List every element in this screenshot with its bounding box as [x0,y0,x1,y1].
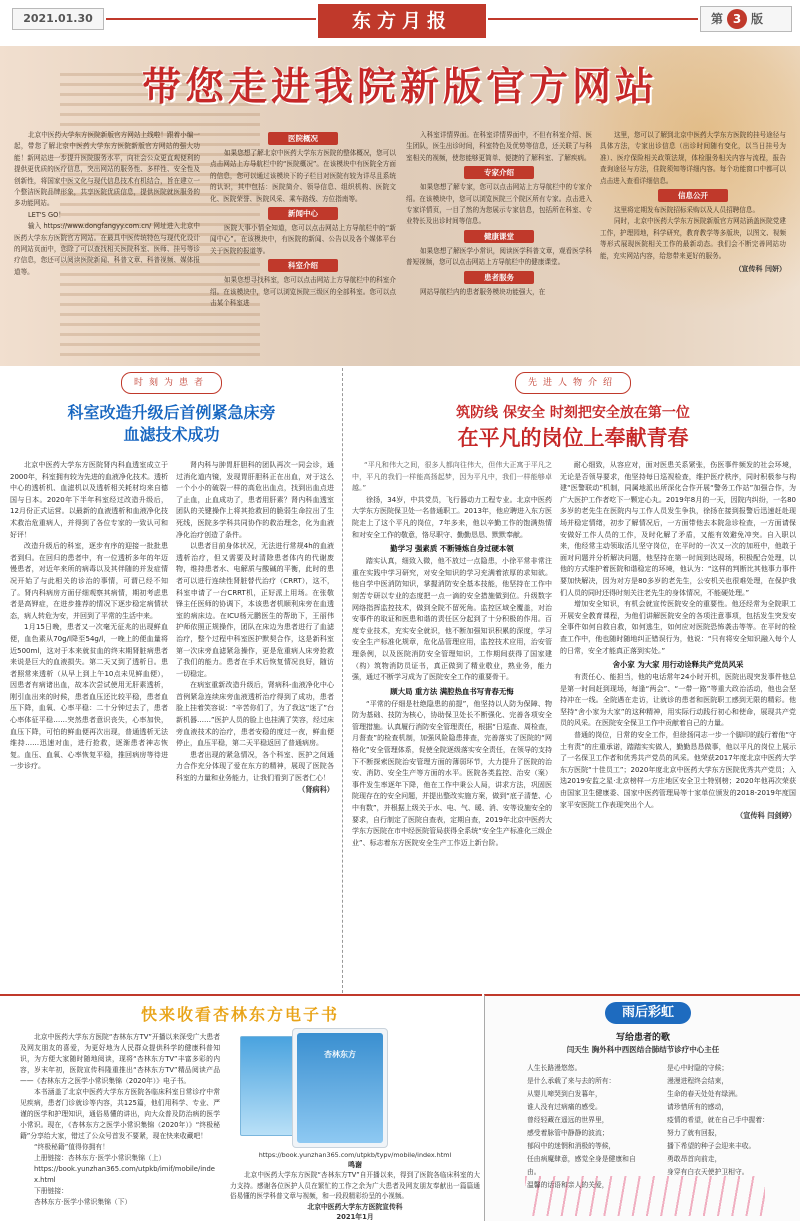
link-1-label: 上册链接：杏林东方·医学小常识集锦（上） [34,1154,166,1162]
feature-paragraph: 这里将定期发布医院招标采购以及人员招聘信息。 [614,206,760,215]
story-paragraph: 以患者目前身体状况，无法进行常规4h的血液透析治疗，但又需要及时清除患者体内的代谢废物，维持患者水、电解质与酸碱的平衡，此时的患者可以进行连续性肾脏替代治疗（CRRT），这不，科室申请了一台CRRT机，正好派上用场。在张敬锋主任医师的协调下，本该患者机顺利床旁在血透室的病床边。在ICU杨元鹏医生的帮助下，王丽伟护师依照正规操作，团队在床边为患者进行了血滤治疗，整个过程中科室医护默契合作，这是新科室第一次床旁血滤紧急操作，更是危重病人床旁抢救了我们的能力。患者在手术后恢复情况良好，随访一切稳定。 [176,542,334,678]
story-paragraph: 增加安全知识，有机会就宣传医院安全的重要性。他还经常为全院职工开展安全教育课程，为他们讲解医院安全的各项注意事项，包括发生突发安全事件如何自救自救，如何逃生，如何应对医院恐怖袭击等等。在平时的检查工作中，他也随时随地纠正错误行为，他说：“只有将安全知识融入每个人的日常，安全才能真正落到实处。” [560,600,796,655]
story-column-1 [10,460,168,987]
story-paragraph: 耐心细致，从容应对，面对医患关系紧张，伤医事件频发的社会环境，无论是否领导要求，他坚持每日巡视检查，维护医疗秩序，同时积极参与构建“医警联动”机制，同属地派出所深化合作开展“警务工作站”加强合作，为广大医护工作者吃下一颗定心丸。2019年8月的一天，因院内纠纷，一名80多岁的老先生在医院内与工作人员发生争执，徐扬在接到报警后迅速赶赴现场并稳定情绪，初步了解情况后，一方面带他去本院急诊检查，一方面请保安做好工作人员的工作，及时化解了矛盾，又能有效避免冲突。自入职以来，他经常主动领取活儿坚守岗位，在平时的一次又一次的加班中，他敢于面对问题并分析解决问题，他坚持在第一时间到达现场，积极配合处理，以他的方式维护着医院和谐稳定的环境，他认为：“这样的判断比其他事力事件要加快解决，因为对方是80多岁的老先生，公安机关也很难处理，在保护我们人员的同时还得时刻关注老先生的身体情况，不能硬处理。” [560,461,796,597]
feature-col-4 [600,130,786,362]
subhead-service: 患者服务 [464,271,534,284]
story-paragraph: 有责任心、能担当，他的电话常年24小时开机，医院出现突发事件他总是第一时间赶到现场，每逢“两会”、“一带一路”等重大政治活动，他也会坚持冲在一线。全院遇在走访，让就诊的患者和医院职工感到无限的精彩。他坚持“舍小家为大家”的这种精神，用实际行动践行初心和使命，展现共产党员的风采。在医院安全保卫工作中贡献着自己的力量。 [560,673,796,728]
ebook-url[interactable]: https://book.yunzhan365.com/utpkb/typv/mobile/index.html [258,1151,452,1159]
poem-line: 感受着脉管中静静的波流； [527,1129,609,1137]
edition-suffix: 版 [751,12,764,26]
story-paragraph: 改造升级后的科室，逐步有序的迎接一批批患者到归。在回归的患者中，有一位透析多年的年迈慢患者，对近年来所的病毒以及其伴随的并发症情况开始了与此相关的诊治的事情，可谓已经不知了。肾内科病房方面仔细观察其病情，期初考虑患者是高钾症，在进步推荐的情况下逐步稳定病情状态，病人转危为安，并回到了平常的生活中来。 [10,542,168,620]
poem-verses-left [527,1062,647,1192]
subhead-overview: 医院概况 [268,132,338,145]
section-label: 时刻为患者 [121,372,222,394]
poem-line: 郁闷中的迷惘和消极的等候， [527,1142,616,1150]
promo-paragraph: 北京中医药大学东方医院“杏林东方TV”开播以来深受广大患者及网友朋友的喜爱，为更好地为人民群众提供科学的健康科普知识，为方便大家随时随地阅读，现将“杏林东方TV”丰富多彩的内容，岁末年初，医院宣传科隆重推出“杏林东方TV”精品阅读产品——《杏林东方之医学小常识集锦（2020年）》电子书。 [20,1033,220,1085]
masthead-rule-left [106,18,316,20]
right-story [346,368,800,993]
edition-prefix: 第 [711,12,724,26]
story-byline: （宣传科 闫剑婷） [735,811,796,821]
poem-line: 疫情的希望，就在自己手中握着： [667,1116,769,1124]
story-subhead: 舍小家 为大家 用行动诠释共产党员风采 [612,660,744,670]
story-paragraph: 北京中医药大学东方医院肾内科血透室成立于2000年，科室拥有较为先进的血液净化技术。透析中心的透析机、血滤机以及透析相关耗材均来自德国与日本。2020年下半年科室经过改造升级后，12月份正式运营。以最新的血液透析和血液净化技术救治危重病人，并得到了各位专家的一致认可和好评！ [10,461,168,539]
subhead-public: 信息公开 [658,189,728,202]
story-paragraph: 徐扬，34岁，中共党员，飞行器动力工程专业。北京中医药大学东方医院保卫处一名普通职工。2013年，他应聘进入东方医院走上了这个平凡的岗位，7年多来，他以辛勤工作的饱满热情和对安全工作的敬意，恪尽职守、勤勤恳恳、默默奉献。 [352,495,552,539]
feature-paragraph: 北京中医药大学东方医院新版官方网站上线啦！跟着小编一起，带您了解北京中医药大学东方医院新版官方网站的强大功能！新网站进一步提升医院服务水平，向社会公众更直观便利的提供更优质的医疗信息，突出网站的服务性、多样性、安全性及创新性，将国家中医文化与现代信息技术有机结合，旨在建立一个整洁医院品牌形象，共享医院优质信息，提供医院就医服务的多功能网站。 [14,131,200,208]
poem-line: 播下希望的种子会迎来丰收。 [667,1142,756,1150]
feature-paragraph: 如果您想了解北京中医药大学东方医院的整体概况，您可以点击网站上方导航栏中的“医院概况”。在该模块中有医院全方面的信息，您可以通过该模块下的子栏目对医院有较为详尽且系统的认识，其中包括：医院简介、领导信息、组织机构、医院文化、医院荣誉、医院风采、乘车路线、方位指南等。 [210,149,396,203]
poem-line: 谁人没有过病痛的感受。 [527,1103,602,1111]
feature-paragraph: 入科室详情界面。在科室详情界面中，不但有科室介绍、医生团队，医生出诊时间，科室特色及优势等信息，还关联了与科室相关的视频，使您能够更简单、便捷的了解科室、了解疾病。 [406,131,592,162]
poem-line: 曾经轻藏在遥远的世界里， [527,1116,609,1124]
link-2-label: 下册链接： [34,1187,68,1195]
poem-line: 漫漫进程终会结束， [667,1077,729,1085]
story-column-2 [176,460,334,987]
link-2-text[interactable]: 杏林东方·医学小常识集锦（下） [34,1198,132,1206]
story-title [0,402,343,446]
thanks-tag: 鸣谢 [348,1161,362,1169]
feature-paragraph: LET'S GO！ [28,210,65,219]
poem-line: 是心中时隐的守候； [667,1064,729,1072]
promo-sign-date: 2021年1月 [336,1212,374,1220]
story-column-1 [352,460,552,987]
poem-line: 请珍惜所有的感动， [667,1103,729,1111]
poem-verses-right [667,1062,791,1179]
feature-col-1 [14,130,200,362]
edition-number: 3 [727,9,747,29]
promo-sign-org: 北京中医药大学东方医院宣传科 [307,1202,403,1211]
feature-paragraph: 医院大事小情全知道，您可以点击网站上方导航栏中的“新闻中心”。在该模块中，有医院的新闻、公告以及各个媒体平台关于医院的报道等。 [210,224,396,255]
story-paragraph: 肾内科与肿胃肝胆科的团队再次一同会诊，通过消化道内镜，发现胃肝胆科正在出血，对于这么一个小小的破裂一样的高危出血点，找到出血点进了止血，止血成功了，患者用肝素？肾内科血透室团队的关键操作上将其抢救回的脆弱生命拉出了生死线，医院多学科共同协作的救治理念，化为血液净化治疗创造了条件。 [176,461,334,539]
story-paragraph: 踏实认真，细致入微，他不放过一点隐患，小徐平常非常注重在实践中学习研究，对安全知识的学习充满着浓厚的求知欲。他自学中医消防知识，掌握消防安全基本技能，他坚持在工作中刻苦专研以专业的态度把一点一滴的安全措施做到位。升级数字网络指挥监控技术，做到全院不留死角。监控区域全覆盖，对治安事件的取证和医患和谐的责任区分起到了十分积极的作用。百度专业技术，充实安全就识，他不断加强知识积累的深度，学习安全生产标准化规章，危化品管理应用，监控技术应用，治安管理条例，以及医院消防安全管理知识，工作期间获得了国家建（构）筑物消防员证书，真正做到了精业敬业，熟业务，能力强，通过不断学习成为了医院安全工作的重要骨干。 [352,557,552,682]
poem-corner [484,994,800,1221]
phone-mockup [292,1028,388,1148]
poem-line: 温馨的话语和亲人的关爱， [527,1181,609,1189]
issue-date: 2021.01.30 [12,8,104,30]
story-paragraph: 患者出现的紧急情况，各个科室、医护之间通力合作充分体现了爱在东方的精神，展现了医院各科室的力量和业务能力，让我们看到了医者仁心！ [176,750,334,783]
poem-line: 勇敢昂首向前走， [667,1155,722,1163]
poem-line: 是什么承载了来与去的所有： [527,1077,616,1085]
story-column-2 [560,460,796,987]
poem-line: 从婴儿啼哭到白发暮年， [527,1090,602,1098]
feature-paragraph: 如果您想寻找科室，您可以点击网站上方导航栏中的科室介绍。在该模块中，您可以浏览医院三级区的全部科室。您可以点击某个科室进 [210,276,396,308]
thanks-paragraph: 北京中医药大学东方医院“杏林东方TV”自开播以来，得到了医院各临床科室的大力支持。感谢各位医护人员在繁忙的工作之余为广大患者及网友朋友奉献出一篇篇通俗易懂的医学科普文章与视频，和一段段精彩纷呈的小视频。 [230,1171,480,1200]
story-quote: “平凡和伟大之间，很多人都向往伟大，但伟大正寓于平凡之中，平凡的我们一样能高扬起梦，因为平凡中，我们一样能够卓越。” [352,461,552,493]
subhead-news: 新闻中心 [268,207,338,220]
poem-line: 生命的春天处处有绿洲。 [667,1090,742,1098]
story-subhead: 勤学习 强素质 不断锤炼自身过硬本领 [390,544,514,554]
poem-line: 人生长路漫悠悠。 [527,1064,582,1072]
newspaper-brand: 东方月报 [318,4,486,38]
promo-thanks [230,1150,480,1220]
story-paragraph: 普通的岗位，日常的安全工作，但徐扬同志一步一个脚印的践行着他“守土有责”的庄重承诺，踏踏实实做人，勤勤恳恳做事，他以平凡的岗位上展示了一名保卫工作者和优秀共产党员的风采。他荣获2017年度北京中医药大学东方医院“十佳员工”；2020年度北京中医药大学东方医院优秀共产党员；入选2019安监之星·北京榜样一方庄地区安全卫士特别榜；2020年他再次荣获由国家卫生健康委、国家中医药管理局等十家单位颁发的2018-2019年度国家平安医院工作表现突出个人。 [560,731,796,809]
feature-paragraph: 这里，您可以了解到北京中医药大学东方医院的挂号途径与具体方法，专家出诊信息（出诊时间随有变化，以当日挂号为准）、医疗保险相关政策法规，体检服务相关内容与流程，报告查询途径与方法，住院须知等详细内容。每个功能窗口中都可以点击进入查看详细信息。 [600,131,786,185]
section-banner-patients [10,372,333,392]
story-paragraph: 1月15日晚，患者又一次毫无征兆的出现鲜血便，血色素从70g/l降至54g/l，一晚上的便血量将近500ml，这对于本来就贫血的终末期肾脏病患者来说是巨大的血液损失。第二天又到了透析日。患者照常来透析（从早上到上午10点未见鲜血便），因患者有病诸出血，故本次尝试使用无肝素透析，刚引血出来的时候，患者血压还比较平稳，患者血压下降，血氧、心率平稳：二十分钟过去了，患者心率体征平稳……突然患者意识丧失，心率加快，血压下降，可怕的鲜血便再次出现，普通透析无法维持……迅速对血，进行抢救，逐渐患者神志恢复。血压、血氧、心率恢复平稳，推回病房等待进一步诊疗。 [10,623,168,771]
promo-teaser: “终极秘籍”值得你拥有！ [34,1143,110,1151]
story-paragraph: 在病室重新改造升级后，肾病科-血液净化中心首例紧急连续床旁血液透析治疗得到了成功，患者脸上挂着笑容说：“辛苦你们了，为了我这“迷了”台新机器……”医护人员的脸上也挂满了笑容，经过床旁血液技术的治疗，患者安稳的度过一夜，鲜血便停止，血压平稳，第二天平稳返回了普通病房。 [176,681,334,748]
story-kicker: 筑防线 保安全 时刻把安全放在第一位 [456,405,690,421]
poem-line: 身穿有白衣天使护卫相守。 [667,1168,749,1176]
section-label: 先进人物介绍 [515,372,631,394]
story-byline: （肾病科） [298,784,334,794]
poem-line: 努力了就有回报， [667,1129,722,1137]
promo-title: 快来收看杏林东方电子书 [140,1005,339,1024]
title-line-2: 血滤技术成功 [123,425,220,444]
poem-title: 写给患者的歌 [615,1033,670,1043]
feature-headline: 带您走进我院新版官方网站 [141,64,658,110]
link-1-url[interactable]: https://book.yunzhan365.com/utpkb/imif/mobile/index.html [34,1165,215,1184]
top-feature [0,46,800,366]
feature-col-3 [406,130,592,362]
left-story [0,368,343,993]
subhead-dept: 科室介绍 [268,259,338,272]
section-banner-people [356,372,790,392]
feature-byline: （宣传科 闫妍） [734,265,786,274]
feature-paragraph: 如果您想了解医学小常识，阅读医学科普文章，观看医学科普短视频，您可以点击网站上方导航栏中的健康课堂。 [406,246,592,267]
feature-paragraph: 同时，北京中医药大学东方医院新版官方网站涵盖医院党建工作，护理园地，科学研究，教育教学等多版块，以图文、视频等形式展现医院相关工作的最新动态。我们会不断完善网站功能，充实网站内容，给您带来更好的服务。 [600,217,786,260]
ebook-cover-image [240,1036,294,1136]
feature-paragraph: 如果您想了解专家，您可以点击网站上方导航栏中的专家介绍。在该模块中，您可以浏览医院三个院区所有专家。点击进入专家详情页，一目了然的为您展示专家信息，包括所在科室、专业特长及出诊时间等信息。 [406,183,592,226]
subhead-expert: 专家介绍 [464,166,534,179]
feature-col-2 [210,130,396,362]
poem-author: 闫天生 胸外科中西医结合肺结节诊疗中心主任 [566,1045,720,1054]
phone-screen: 杏林东方 [297,1033,383,1143]
promo-paragraph: 本书涵盖了北京中医药大学东方医院各临床科室日常诊疗中常见疾病，患者门诊就诊等内容，共125篇，他们用科学、专业、严谨的医学和护理知识，通俗易懂的讲出，向大众普及防治病的医学小常识。现在，《杏林东方之医学小常识集锦（2020年）》“终极秘籍”分享给大家，错过了公众号首发不要紧，现在快来收藏吧！ [20,1088,220,1140]
masthead [0,0,800,44]
title-line-1: 科室改造升级后首例紧急床旁 [67,403,276,422]
masthead-rule-right [488,18,698,20]
subhead-lecture: 健康课堂 [464,230,534,243]
ebook-promo [0,994,482,1221]
feature-paragraph: 网站导航栏内的患者服务模块功能强大，在 [420,287,546,296]
story-title: 在平凡的岗位上奉献青春 [457,425,689,450]
feature-paragraph: 输入 https://www.dongfangyy.com.cn/ 网址进入北京中医药大学东方医院官方网站。在最具中医传统特色与现代化设计的网站页面中，您除了可以查找相关医院科室、医师、挂号等诊疗信息，您还可以阅读医院新闻、科普文章、科普视频、媒体报道等。 [14,222,200,276]
promo-text [20,1032,220,1220]
story-subhead: 顾大局 重方法 满腔热血书写青春无悔 [390,686,514,696]
rainbow-badge: 雨后彩虹 [605,1002,691,1024]
poem-line: 任由病魔肆意，感觉全身是健康和自由。 [527,1155,636,1176]
story-paragraph: “平常的仔细是杜绝隐患的前提”，他坚持以人防为保障、物防为基础、技防为核心，协助保卫处长不断强化、完善各项安全管理措施。认真履行消防安全管理责任，根据“日巡查、周检查，月督查”的检查机制，加强风险隐患排查，完善落实了医院的“网格化”安全管理体系，促使全院逐级落实安全责任，在领导的支持下不断探索医院治安管理方面的薄弱环节，大力提升了医院的治安、消防、安全生产等方面的水平。医院各类监控、治安（案）事件发生率逐年下降，他在工作中秉公人局，讲求方法，巩固医院现存在的安全问题，并提出整改实施方案，做到“底子清楚、心中有数”，并根据上级关于水、电、气、暖、消、安等设施安全的要求，自行制定了医院自查表，定期自查，2019年北京中医药大学东方医院在市中经医院管局获得全系统“安全生产标准化三级企业”、标志着东方医院安全生产工作迈上新台阶。 [352,699,552,847]
edition-indicator [700,6,792,32]
